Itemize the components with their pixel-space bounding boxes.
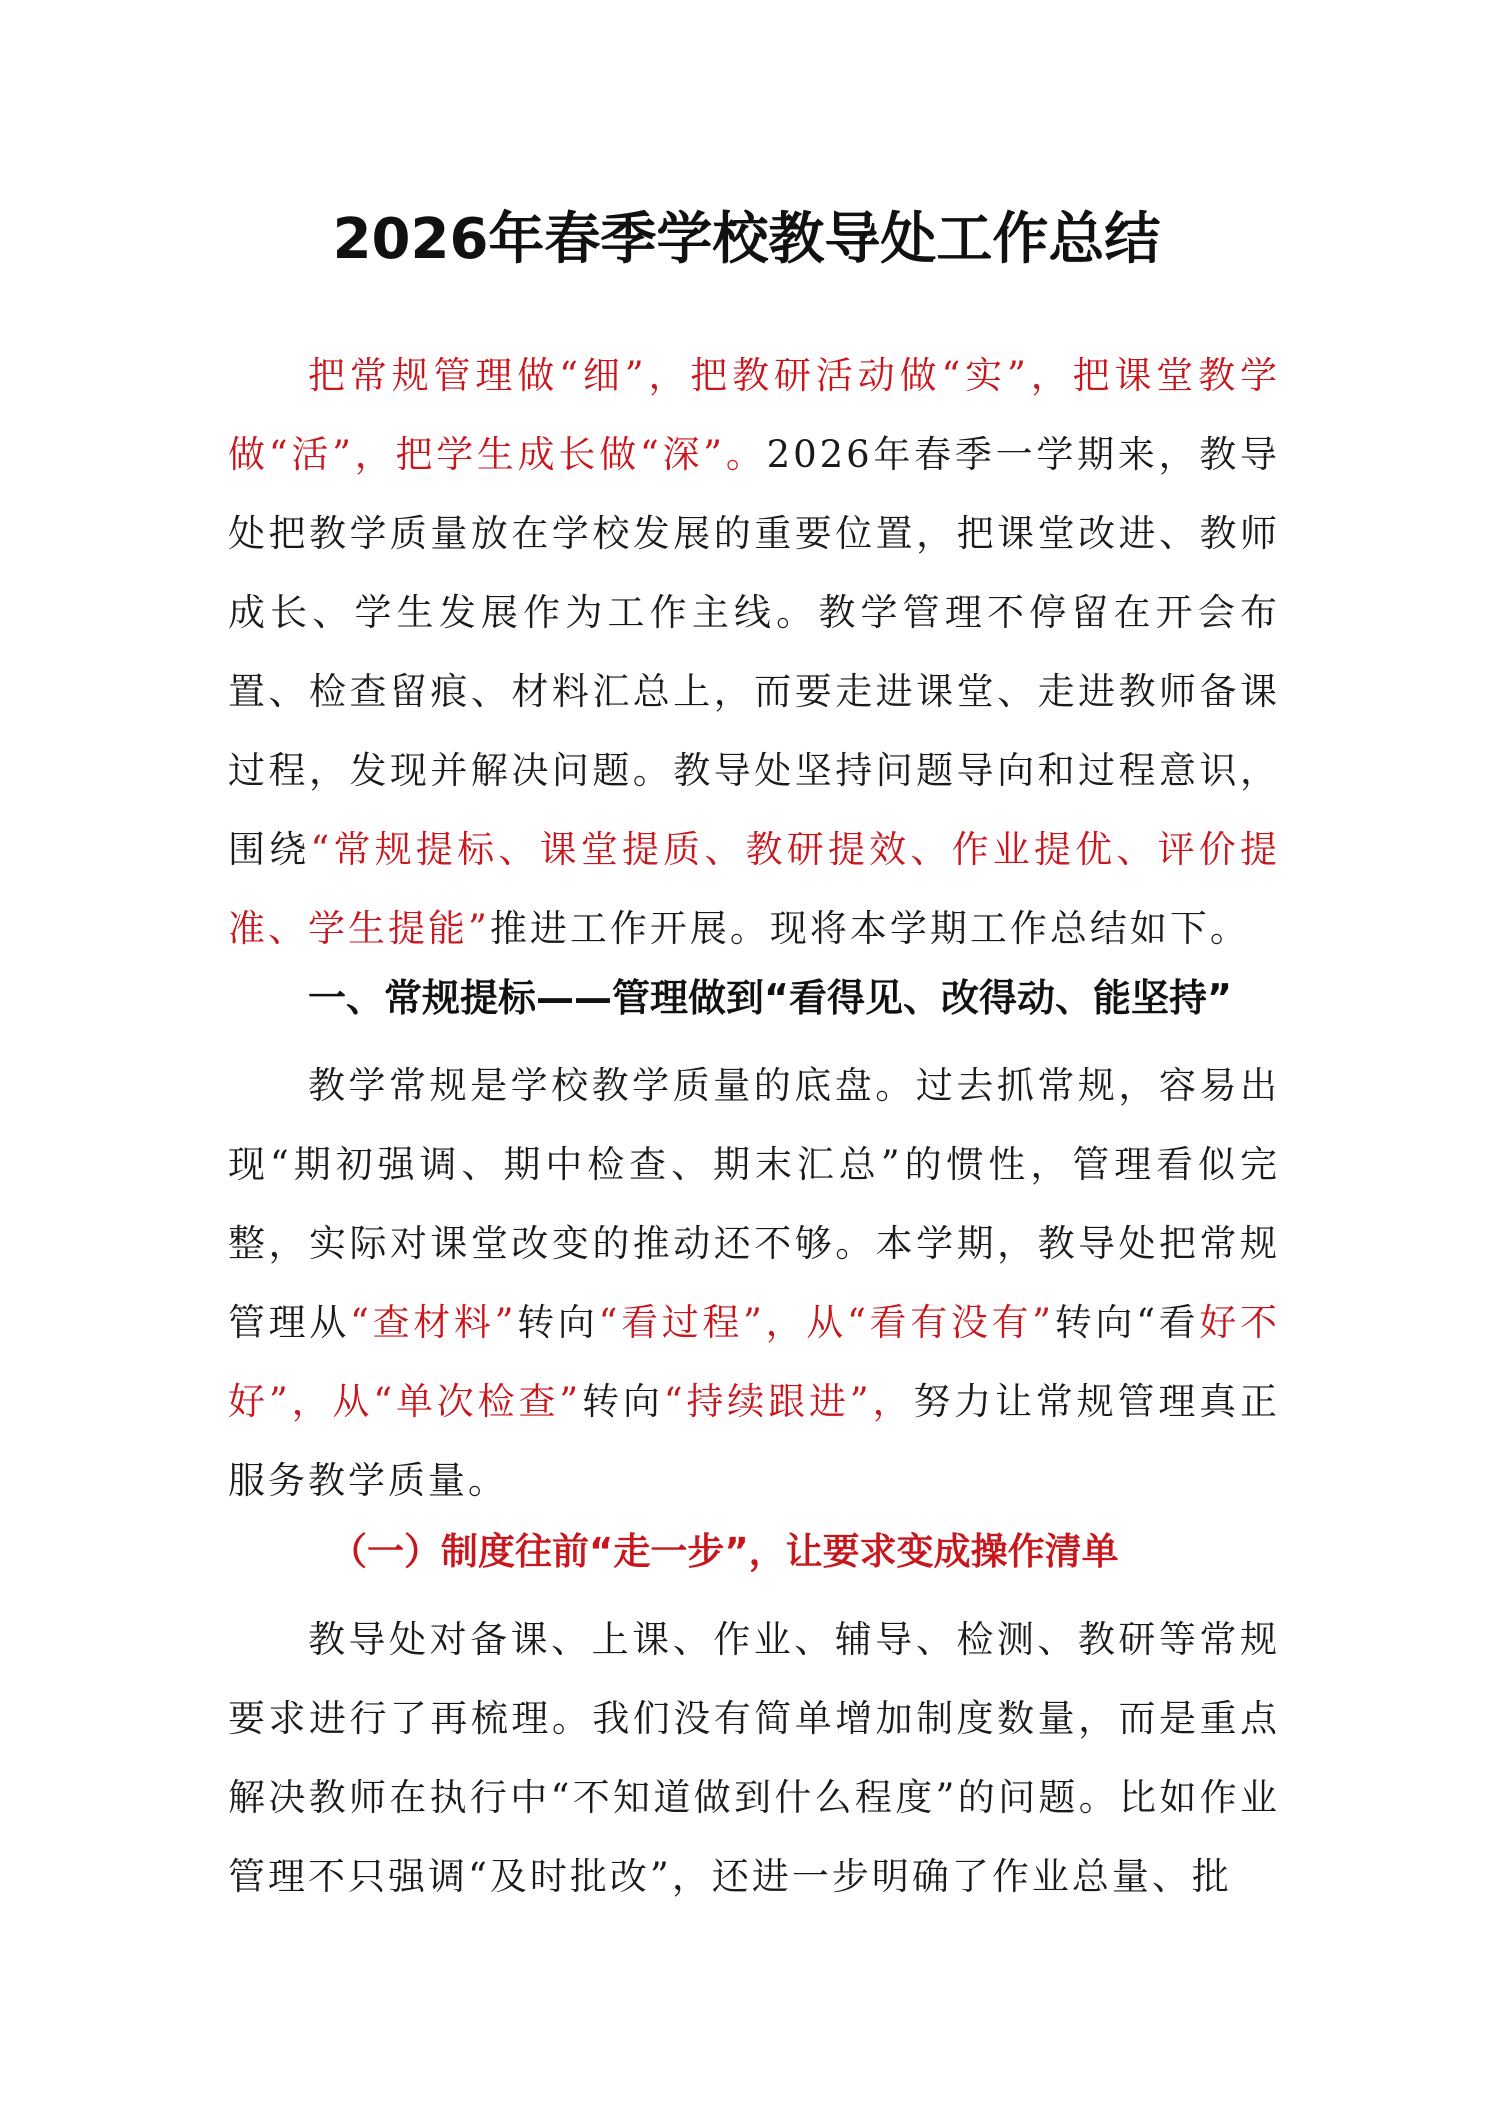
section1-text-2: 转向 — [516, 1301, 599, 1344]
document-title: 2026年春季学校教导处工作总结 — [332, 207, 1161, 272]
section1-text-5: 努力让常规管理真正服务教学质量。 — [228, 1380, 1280, 1502]
section1-emphasis-1: “查材料” — [350, 1301, 517, 1344]
section1-emphasis-2: “看过程”，从“看有没有” — [598, 1301, 1055, 1344]
section-heading-1: 一、常规提标——管理做到“看得见、改得动、能坚持” — [308, 976, 1232, 1020]
section1-text-1: 教学常规是学校教学质量的底盘。过去抓常规，容易出现“期初强调、期中检查、期末汇总”的惯性，管理看似完整，实际对课堂改变的推动还不够。本学期，教导处把常规管理从 — [228, 1064, 1280, 1344]
section1-emphasis-3: 好不好”，从“单次检查” — [228, 1301, 1281, 1423]
subsection-heading-1: （一）制度往前“走一步”，让要求变成操作清单 — [330, 1530, 1119, 1573]
intro-body-text: 2026年春季一学期来，教导处把教学质量放在学校发展的重要位置，把课堂改进、教师成长、学生发展作为工作主线。教学管理不停留在开会布置、检查留痕、材料汇总上，而要走进课堂、走进教师备课过程，发现并解决问题。教导处坚持问题导向和过程意识，围绕 — [228, 433, 1280, 871]
section1-text-4: 转向 — [581, 1380, 664, 1423]
intro-emphasis-goals: “常规提标、课堂提质、教研提效、作业提优、评价提准、学生提能” — [228, 828, 1280, 950]
subsection1-paragraph: 教导处对备课、上课、作业、辅导、检测、教研等常规要求进行了再梳理。我们没有简单增加制度数量，而是重点解决教师在执行中“不知道做到什么程度”的问题。比如作业管理不只强调“及时批改”，还进一步明确了作业总量、批 — [228, 1618, 1280, 1898]
section1-emphasis-4: “持续跟进”， — [663, 1380, 914, 1423]
intro-emphasis-slogan: 把常规管理做“细”，把教研活动做“实”，把课堂教学做“活”，把学生成长做“深”。 — [228, 354, 1280, 476]
intro-closing-text: 推进工作开展。现将本学期工作总结如下。 — [489, 907, 1250, 950]
section1-text-3: 转向“看 — [1054, 1301, 1200, 1344]
intro-paragraph — [228, 336, 1280, 968]
section1-paragraph — [228, 1046, 1280, 1520]
